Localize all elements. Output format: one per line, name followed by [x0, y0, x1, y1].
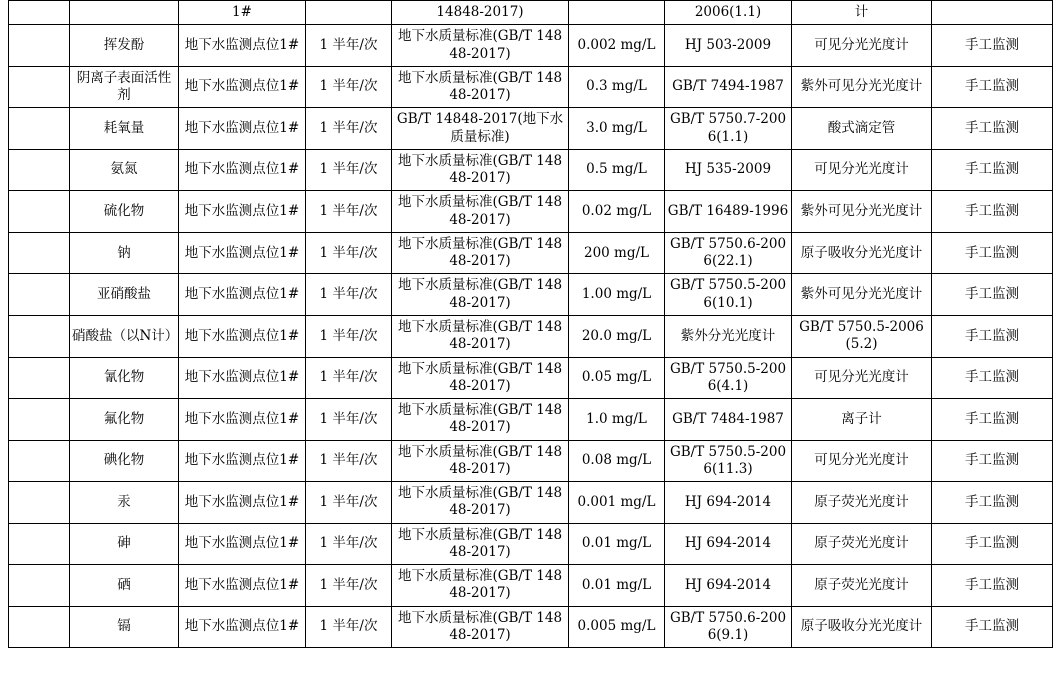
limit-cell: 0.001 mg/L: [569, 482, 665, 524]
frequency-cell: [306, 1, 392, 25]
mode-cell: 手工监测: [932, 523, 1053, 565]
monitoring-point-cell: 1#: [179, 1, 306, 25]
instrument-cell: 可见分光光度计: [792, 357, 932, 399]
monitoring-point-cell: 地下水监测点位1#: [179, 191, 306, 233]
standard-cell: 地下水质量标准(GB/T 14848-2017): [392, 399, 569, 441]
pollutant-cell: 硝酸盐（以N计）: [70, 315, 179, 357]
method-cell: HJ 694-2014: [665, 523, 792, 565]
table-row: [9, 274, 1053, 316]
method-cell: GB/T 16489-1996: [665, 191, 792, 233]
table-row: [9, 1, 1053, 25]
standard-cell: 地下水质量标准(GB/T 14848-2017): [392, 357, 569, 399]
left-margin-cell: [9, 399, 70, 441]
frequency-cell: 1 半年/次: [306, 357, 392, 399]
table-row: [9, 149, 1053, 191]
limit-cell: 1.00 mg/L: [569, 274, 665, 316]
left-margin-cell: [9, 25, 70, 67]
method-cell: 2006(1.1): [665, 1, 792, 25]
left-margin-cell: [9, 191, 70, 233]
monitoring-point-cell: 地下水监测点位1#: [179, 274, 306, 316]
pollutant-cell: [70, 1, 179, 25]
instrument-cell: 可见分光光度计: [792, 149, 932, 191]
method-cell: HJ 535-2009: [665, 149, 792, 191]
mode-cell: 手工监测: [932, 399, 1053, 441]
table-row: [9, 191, 1053, 233]
instrument-cell: 原子荧光光度计: [792, 482, 932, 524]
table-row: [9, 482, 1053, 524]
monitoring-point-cell: 地下水监测点位1#: [179, 25, 306, 67]
frequency-cell: 1 半年/次: [306, 25, 392, 67]
mode-cell: 手工监测: [932, 606, 1053, 648]
monitoring-point-cell: 地下水监测点位1#: [179, 399, 306, 441]
pollutant-cell: 钠: [70, 232, 179, 274]
standard-cell: 地下水质量标准(GB/T 14848-2017): [392, 25, 569, 67]
instrument-cell: 紫外可见分光光度计: [792, 66, 932, 108]
method-cell: GB/T 7484-1987: [665, 399, 792, 441]
mode-cell: 手工监测: [932, 108, 1053, 150]
instrument-cell: 可见分光光度计: [792, 440, 932, 482]
method-cell: HJ 503-2009: [665, 25, 792, 67]
instrument-cell: 原子吸收分光光度计: [792, 606, 932, 648]
pollutant-cell: 氟化物: [70, 399, 179, 441]
left-margin-cell: [9, 606, 70, 648]
frequency-cell: 1 半年/次: [306, 191, 392, 233]
limit-cell: 0.05 mg/L: [569, 357, 665, 399]
limit-cell: 3.0 mg/L: [569, 108, 665, 150]
mode-cell: 手工监测: [932, 274, 1053, 316]
standard-cell: 地下水质量标准(GB/T 14848-2017): [392, 232, 569, 274]
limit-cell: 0.002 mg/L: [569, 25, 665, 67]
monitoring-point-cell: 地下水监测点位1#: [179, 315, 306, 357]
monitoring-point-cell: 地下水监测点位1#: [179, 357, 306, 399]
monitoring-point-cell: 地下水监测点位1#: [179, 482, 306, 524]
standard-cell: 地下水质量标准(GB/T 14848-2017): [392, 523, 569, 565]
table-row: [9, 606, 1053, 648]
mode-cell: 手工监测: [932, 357, 1053, 399]
table-row: [9, 440, 1053, 482]
left-margin-cell: [9, 274, 70, 316]
limit-cell: 0.5 mg/L: [569, 149, 665, 191]
mode-cell: 手工监测: [932, 565, 1053, 607]
frequency-cell: 1 半年/次: [306, 66, 392, 108]
standard-cell: 地下水质量标准(GB/T 14848-2017): [392, 482, 569, 524]
standard-cell: 地下水质量标准(GB/T 14848-2017): [392, 315, 569, 357]
left-margin-cell: [9, 66, 70, 108]
instrument-cell: 紫外可见分光光度计: [792, 191, 932, 233]
left-margin-cell: [9, 315, 70, 357]
left-margin-cell: [9, 357, 70, 399]
table-row: [9, 315, 1053, 357]
mode-cell: 手工监测: [932, 149, 1053, 191]
monitoring-point-cell: 地下水监测点位1#: [179, 232, 306, 274]
frequency-cell: 1 半年/次: [306, 565, 392, 607]
frequency-cell: 1 半年/次: [306, 149, 392, 191]
mode-cell: 手工监测: [932, 482, 1053, 524]
frequency-cell: 1 半年/次: [306, 606, 392, 648]
frequency-cell: 1 半年/次: [306, 315, 392, 357]
instrument-cell: 可见分光光度计: [792, 25, 932, 67]
left-margin-cell: [9, 149, 70, 191]
standard-cell: 地下水质量标准(GB/T 14848-2017): [392, 274, 569, 316]
mode-cell: 手工监测: [932, 191, 1053, 233]
mode-cell: 手工监测: [932, 66, 1053, 108]
method-cell: GB/T 5750.6-2006(9.1): [665, 606, 792, 648]
limit-cell: 0.005 mg/L: [569, 606, 665, 648]
limit-cell: [569, 1, 665, 25]
table-row: [9, 66, 1053, 108]
instrument-cell: 原子荧光光度计: [792, 565, 932, 607]
frequency-cell: 1 半年/次: [306, 399, 392, 441]
limit-cell: 1.0 mg/L: [569, 399, 665, 441]
method-cell: GB/T 7494-1987: [665, 66, 792, 108]
standard-cell: 地下水质量标准(GB/T 14848-2017): [392, 149, 569, 191]
method-cell: GB/T 5750.5-2006(4.1): [665, 357, 792, 399]
frequency-cell: 1 半年/次: [306, 108, 392, 150]
method-cell: GB/T 5750.7-2006(1.1): [665, 108, 792, 150]
limit-cell: 0.08 mg/L: [569, 440, 665, 482]
monitoring-point-cell: 地下水监测点位1#: [179, 440, 306, 482]
groundwater-monitoring-table: [8, 0, 1053, 648]
table-row: [9, 399, 1053, 441]
frequency-cell: 1 半年/次: [306, 523, 392, 565]
instrument-cell: 原子荧光光度计: [792, 523, 932, 565]
left-margin-cell: [9, 523, 70, 565]
mode-cell: [932, 1, 1053, 25]
left-margin-cell: [9, 1, 70, 25]
instrument-cell: 酸式滴定管: [792, 108, 932, 150]
pollutant-cell: 镉: [70, 606, 179, 648]
limit-cell: 0.02 mg/L: [569, 191, 665, 233]
method-cell: HJ 694-2014: [665, 482, 792, 524]
table-row: [9, 523, 1053, 565]
standard-cell: 地下水质量标准(GB/T 14848-2017): [392, 606, 569, 648]
instrument-cell: 原子吸收分光光度计: [792, 232, 932, 274]
limit-cell: 0.3 mg/L: [569, 66, 665, 108]
left-margin-cell: [9, 232, 70, 274]
left-margin-cell: [9, 440, 70, 482]
mode-cell: 手工监测: [932, 25, 1053, 67]
left-margin-cell: [9, 108, 70, 150]
instrument-cell: 计: [792, 1, 932, 25]
left-margin-cell: [9, 482, 70, 524]
table-row: [9, 565, 1053, 607]
monitoring-point-cell: 地下水监测点位1#: [179, 108, 306, 150]
monitoring-point-cell: 地下水监测点位1#: [179, 565, 306, 607]
limit-cell: 0.01 mg/L: [569, 565, 665, 607]
table-row: [9, 357, 1053, 399]
standard-cell: GB/T 14848-2017(地下水质量标准): [392, 108, 569, 150]
limit-cell: 20.0 mg/L: [569, 315, 665, 357]
instrument-cell: GB/T 5750.5-2006(5.2): [792, 315, 932, 357]
method-cell: GB/T 5750.5-2006(10.1): [665, 274, 792, 316]
instrument-cell: 紫外可见分光光度计: [792, 274, 932, 316]
table-row: [9, 108, 1053, 150]
mode-cell: 手工监测: [932, 440, 1053, 482]
method-cell: GB/T 5750.5-2006(11.3): [665, 440, 792, 482]
monitoring-point-cell: 地下水监测点位1#: [179, 523, 306, 565]
pollutant-cell: 氰化物: [70, 357, 179, 399]
pollutant-cell: 硫化物: [70, 191, 179, 233]
limit-cell: 200 mg/L: [569, 232, 665, 274]
monitoring-point-cell: 地下水监测点位1#: [179, 149, 306, 191]
pollutant-cell: 耗氧量: [70, 108, 179, 150]
method-cell: HJ 694-2014: [665, 565, 792, 607]
standard-cell: 地下水质量标准(GB/T 14848-2017): [392, 440, 569, 482]
pollutant-cell: 挥发酚: [70, 25, 179, 67]
monitoring-point-cell: 地下水监测点位1#: [179, 66, 306, 108]
pollutant-cell: 亚硝酸盐: [70, 274, 179, 316]
pollutant-cell: 碘化物: [70, 440, 179, 482]
pollutant-cell: 砷: [70, 523, 179, 565]
table-body: [9, 1, 1053, 648]
pollutant-cell: 氨氮: [70, 149, 179, 191]
frequency-cell: 1 半年/次: [306, 440, 392, 482]
pollutant-cell: 硒: [70, 565, 179, 607]
table-row: [9, 25, 1053, 67]
method-cell: 紫外分光光度计: [665, 315, 792, 357]
mode-cell: 手工监测: [932, 232, 1053, 274]
limit-cell: 0.01 mg/L: [569, 523, 665, 565]
mode-cell: 手工监测: [932, 315, 1053, 357]
frequency-cell: 1 半年/次: [306, 482, 392, 524]
monitoring-point-cell: 地下水监测点位1#: [179, 606, 306, 648]
method-cell: GB/T 5750.6-2006(22.1): [665, 232, 792, 274]
left-margin-cell: [9, 565, 70, 607]
standard-cell: 14848-2017): [392, 1, 569, 25]
frequency-cell: 1 半年/次: [306, 232, 392, 274]
standard-cell: 地下水质量标准(GB/T 14848-2017): [392, 191, 569, 233]
standard-cell: 地下水质量标准(GB/T 14848-2017): [392, 66, 569, 108]
table-row: [9, 232, 1053, 274]
frequency-cell: 1 半年/次: [306, 274, 392, 316]
instrument-cell: 离子计: [792, 399, 932, 441]
standard-cell: 地下水质量标准(GB/T 14848-2017): [392, 565, 569, 607]
pollutant-cell: 阴离子表面活性剂: [70, 66, 179, 108]
pollutant-cell: 汞: [70, 482, 179, 524]
